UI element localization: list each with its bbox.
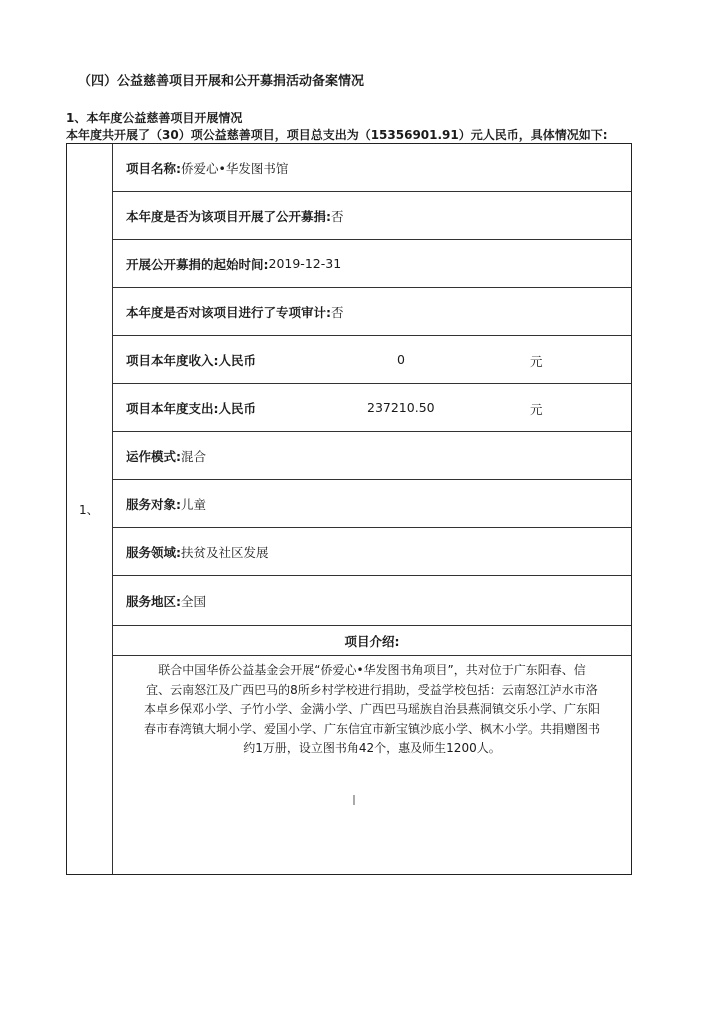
field-label: 项目本年度收入:	[126, 352, 219, 368]
intro-line: 联合中国华侨公益基金会开展“侨爱心•华发图书角项目”，共对位于广东阳春、信	[158, 663, 586, 677]
expense-amount: 237210.50	[367, 400, 435, 415]
expense-currency: 人民币	[218, 400, 257, 416]
project-table	[66, 143, 632, 875]
intro-line: 约1万册，设立图书角42个，惠及师生1200人。	[243, 741, 501, 755]
field-label: 运作模式:	[126, 448, 181, 464]
service-area-value: 全国	[181, 593, 207, 609]
public-fundraising-value: 否	[331, 208, 344, 224]
expense-unit: 元	[530, 402, 543, 417]
field-label: 项目本年度支出:	[126, 400, 219, 416]
row-expense	[113, 384, 631, 432]
row-index: 1、	[79, 503, 99, 517]
row-fundraising-start	[113, 240, 631, 288]
field-label: 本年度是否对该项目进行了专项审计:	[126, 304, 331, 320]
row-income	[113, 336, 631, 384]
service-field-value: 扶贫及社区发展	[181, 544, 269, 560]
scan-mark	[353, 795, 355, 805]
operation-mode-value: 混合	[181, 448, 207, 464]
income-amount: 0	[397, 352, 405, 367]
row-special-audit	[113, 288, 631, 336]
project-intro	[113, 657, 631, 759]
row-operation-mode	[113, 432, 631, 480]
section-title: （四）公益慈善项目开展和公开募捐活动备案情况	[78, 74, 365, 89]
service-target-value: 儿童	[181, 496, 207, 512]
field-label: 本年度是否为该项目开展了公开募捐:	[126, 208, 331, 224]
row-project-name	[113, 144, 631, 192]
summary-text: 本年度共开展了（30）项公益慈善项目，项目总支出为（15356901.91）元人民币，具体情况如下:	[66, 128, 608, 142]
field-label: 开展公开募捐的起始时间:	[126, 256, 269, 272]
row-service-target	[113, 480, 631, 528]
row-service-area	[113, 576, 631, 626]
field-label: 服务对象:	[126, 496, 181, 512]
row-public-fundraising	[113, 192, 631, 240]
row-service-field	[113, 528, 631, 576]
income-unit: 元	[530, 354, 543, 369]
project-name-value: 侨爱心•华发图书馆	[181, 160, 289, 176]
field-label: 服务地区:	[126, 593, 181, 609]
field-label: 服务领域:	[126, 544, 181, 560]
intro-line: 宜、云南怒江及广西巴马的8所乡村学校进行捐助，受益学校包括：云南怒江泸水市洛	[146, 682, 598, 697]
income-currency: 人民币	[218, 352, 257, 368]
intro-header: 项目介绍:	[113, 626, 631, 656]
intro-line: 本卓乡保邓小学、子竹小学、金满小学、广西巴马瑶族自治县燕洞镇交乐小学、广东阳	[143, 702, 600, 716]
sub-title: 1、本年度公益慈善项目开展情况	[66, 111, 243, 125]
intro-line: 春市春湾镇大垌小学、爱国小学、广东信宜市新宝镇沙底小学、枫木小学。共捐赠图书	[143, 721, 600, 736]
index-column	[67, 144, 113, 874]
field-label: 项目名称:	[126, 160, 181, 176]
fundraising-start-value: 2019-12-31	[268, 256, 342, 271]
special-audit-value: 否	[331, 304, 344, 320]
